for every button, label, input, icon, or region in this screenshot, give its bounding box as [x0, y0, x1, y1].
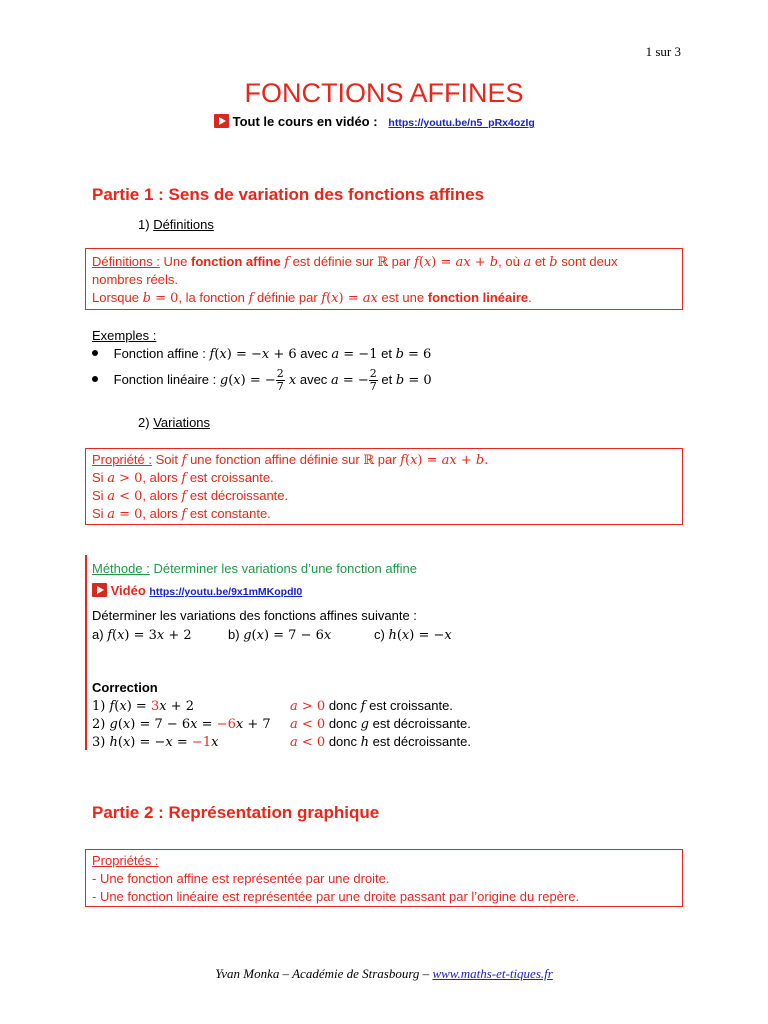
term-fonction-lineaire: fonction linéaire: [427, 290, 529, 305]
methode-video-link[interactable]: https://youtu.be/9x1mMKopdI0: [149, 586, 303, 598]
video-play-icon: [92, 583, 107, 597]
proprietes-label: Propriétés :: [92, 853, 159, 868]
methode-instruction: Déterminer les variations des fonctions affines suivante :: [92, 608, 417, 623]
propriete-line-2: Si a > 0, alors f est croissante.: [92, 470, 274, 486]
correction-line-2: 2) g(x) = 7 − 6x = −6x + 7 a < 0 donc g est décroissante.: [92, 716, 471, 732]
example-lineaire: Fonction linéaire : g(x) = − $\frac{2}{7}$ x avec a = − $\frac{2}{7}$ et b = 0: [92, 366, 432, 395]
page-title: FONCTIONS AFFINES: [244, 78, 524, 108]
propriete-line-4: Si a = 0, alors f est constante.: [92, 506, 271, 522]
definition-line-1: Définitions : Une fonction affine f est définie sur ℝ par f(x) = ax + b, où a et b sont deux: [92, 254, 618, 270]
correction-line-3: 3) h(x) = −x = −1x a < 0 donc h est décroissante.: [92, 734, 471, 750]
methode-title-line: [92, 560, 417, 578]
example-affine: Fonction affine : f(x) = −x + 6 avec a = −1 et b = 6: [92, 345, 431, 364]
partie1-heading: Partie 1 : Sens de variation des fonctions affines: [92, 185, 485, 204]
footer-website-link[interactable]: www.maths-et-tiques.fr: [432, 966, 553, 981]
exercise-line: a) f(x) = 3x + 2 b) g(x) = 7 − 6x c) h(x) = −x: [92, 627, 452, 643]
correction-label: Correction: [92, 680, 158, 695]
methode-border: [85, 555, 87, 750]
bullet-icon: [92, 350, 98, 356]
footer-author: Yvan Monka – Académie de Strasbourg –: [215, 966, 430, 981]
video-label: Vidéo: [110, 583, 146, 598]
methode-title: Déterminer les variations d’une fonction affine: [153, 561, 417, 576]
term-fonction-affine: fonction affine: [191, 254, 281, 269]
course-video-line: [214, 113, 535, 132]
correction-line-1: 1) f(x) = 3x + 2 a > 0 donc f est croissante.: [92, 698, 453, 714]
video-play-icon: [214, 114, 229, 128]
subsection-number: 2): [138, 415, 150, 430]
proprietes-item-1: - Une fonction affine est représentée par une droite.: [92, 871, 390, 886]
exemples-label: Exemples :: [92, 328, 157, 343]
methode-label: Méthode :: [92, 561, 150, 576]
footer: [0, 966, 768, 982]
subsection-title: Variations: [153, 415, 211, 430]
propriete-label: Propriété :: [92, 452, 152, 467]
definitions-label: Définitions :: [92, 254, 160, 269]
proprietes-item-2: - Une fonction linéaire est représentée par une droite passant par l’origine du repère.: [92, 889, 580, 904]
propriete-line-1: Propriété : Soit f une fonction affine définie sur ℝ par f(x) = ax + b.: [92, 452, 489, 468]
definition-line-2: nombres réels.: [92, 272, 178, 287]
page-indicator: 1 sur 3: [645, 44, 681, 59]
methode-video-line: [92, 582, 302, 601]
subsection-variations: [138, 414, 210, 432]
course-video-label: Tout le cours en vidéo :: [232, 114, 378, 129]
bullet-icon: [92, 376, 98, 382]
subsection-definitions: [138, 216, 214, 234]
course-video-link[interactable]: https://youtu.be/n5_pRx4ozIg: [388, 117, 535, 129]
propriete-line-3: Si a < 0, alors f est décroissante.: [92, 488, 289, 504]
subsection-title: Définitions: [153, 217, 214, 232]
subsection-number: 1): [138, 217, 150, 232]
partie2-heading: Partie 2 : Représentation graphique: [92, 803, 380, 822]
definition-line-3: Lorsque b = 0, la fonction f définie par f(x) = ax est une fonction linéaire.: [92, 290, 532, 306]
